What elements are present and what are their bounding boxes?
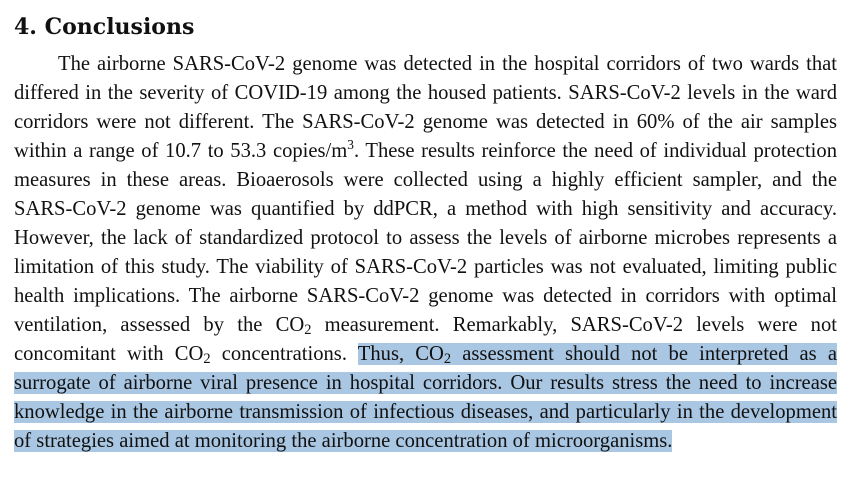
text-run-4: concentrations. bbox=[210, 343, 358, 365]
text-run-1: The airborne SARS-CoV-2 genome was detected in the hospital corridors of two wards that differed in the severity of COVID-19 among the housed patients. SARS-CoV-2 levels in the ward corridors were not different. The SARS-CoV-2 genome was detected in 60% of the air samples within a range of 10.7 to 53.3 copies/m bbox=[14, 53, 837, 162]
highlighted-text-run-1: Thus, CO bbox=[357, 343, 444, 365]
text-run-2: . These results reinforce the need of individual protection measures in these areas. Bioaerosols were collected using a highly efficient sampler, and the SARS-CoV-2 genome was quantified by ddPCR, a method with high sensitivity and accuracy. However, the lack of standardized protocol to assess the levels of airborne microbes represents a limitation of this study. The viability of SARS-CoV-2 particles was not evaluated, limiting public health implications. The airborne SARS-CoV-2 genome was detected in corridors with optimal ventilation, assessed by the CO bbox=[14, 140, 837, 336]
conclusions-paragraph bbox=[14, 50, 837, 456]
superscript-3: 3 bbox=[347, 137, 354, 153]
highlighted-subscript-2: 2 bbox=[443, 350, 452, 367]
subscript-2: 2 bbox=[203, 350, 211, 367]
subscript-2: 2 bbox=[304, 321, 312, 338]
section-heading: 4. Conclusions bbox=[14, 14, 195, 40]
highlighted-text-run-2: assessment should not be interpreted as a surrogate of airborne viral presence in hospital corridors. Our results stress the need to increase knowledge in the airborne transmission of infectious diseases, and particularly in the development of strategies aimed at monitoring the airborne concentration of microorganisms. bbox=[14, 343, 838, 452]
text-run-3: measurement. Remarkably, SARS-CoV-2 levels were not concomitant with CO bbox=[14, 314, 837, 365]
